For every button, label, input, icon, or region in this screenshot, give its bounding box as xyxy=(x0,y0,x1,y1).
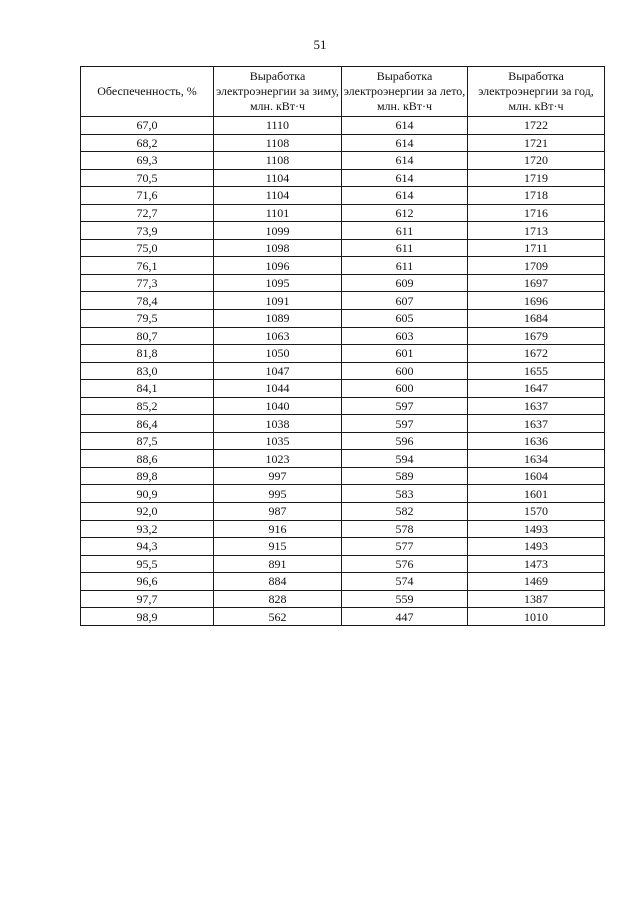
cell-summer-output: 600 xyxy=(342,362,468,380)
cell-probability: 90,9 xyxy=(81,485,214,503)
cell-winter-output: 1108 xyxy=(214,134,342,152)
cell-summer-output: 578 xyxy=(342,520,468,538)
cell-probability: 94,3 xyxy=(81,538,214,556)
cell-summer-output: 611 xyxy=(342,222,468,240)
cell-winter-output: 1047 xyxy=(214,362,342,380)
cell-winter-output: 1063 xyxy=(214,327,342,345)
cell-summer-output: 582 xyxy=(342,503,468,521)
cell-winter-output: 997 xyxy=(214,467,342,485)
cell-annual-output: 1493 xyxy=(468,520,605,538)
cell-summer-output: 614 xyxy=(342,134,468,152)
cell-annual-output: 1637 xyxy=(468,415,605,433)
cell-probability: 98,9 xyxy=(81,608,214,626)
cell-annual-output: 1570 xyxy=(468,503,605,521)
cell-annual-output: 1720 xyxy=(468,152,605,170)
table-row xyxy=(81,292,605,310)
cell-annual-output: 1696 xyxy=(468,292,605,310)
cell-summer-output: 612 xyxy=(342,204,468,222)
cell-annual-output: 1709 xyxy=(468,257,605,275)
cell-summer-output: 605 xyxy=(342,310,468,328)
table-row xyxy=(81,134,605,152)
header-probability: Обеспеченность, % xyxy=(81,67,214,117)
cell-summer-output: 576 xyxy=(342,555,468,573)
cell-probability: 79,5 xyxy=(81,310,214,328)
cell-winter-output: 1096 xyxy=(214,257,342,275)
cell-winter-output: 1104 xyxy=(214,169,342,187)
cell-probability: 81,8 xyxy=(81,345,214,363)
cell-winter-output: 1095 xyxy=(214,274,342,292)
table-row xyxy=(81,274,605,292)
cell-summer-output: 609 xyxy=(342,274,468,292)
table-row xyxy=(81,538,605,556)
cell-annual-output: 1473 xyxy=(468,555,605,573)
cell-probability: 76,1 xyxy=(81,257,214,275)
cell-annual-output: 1647 xyxy=(468,380,605,398)
cell-annual-output: 1713 xyxy=(468,222,605,240)
cell-winter-output: 1038 xyxy=(214,415,342,433)
cell-summer-output: 596 xyxy=(342,432,468,450)
cell-annual-output: 1604 xyxy=(468,467,605,485)
cell-winter-output: 562 xyxy=(214,608,342,626)
cell-annual-output: 1711 xyxy=(468,239,605,257)
cell-summer-output: 611 xyxy=(342,239,468,257)
table-row xyxy=(81,169,605,187)
cell-probability: 68,2 xyxy=(81,134,214,152)
cell-probability: 86,4 xyxy=(81,415,214,433)
cell-summer-output: 447 xyxy=(342,608,468,626)
cell-probability: 87,5 xyxy=(81,432,214,450)
cell-summer-output: 614 xyxy=(342,152,468,170)
cell-annual-output: 1637 xyxy=(468,397,605,415)
table-header-row xyxy=(81,67,605,117)
cell-probability: 75,0 xyxy=(81,239,214,257)
cell-summer-output: 574 xyxy=(342,573,468,591)
cell-probability: 92,0 xyxy=(81,503,214,521)
table-row xyxy=(81,450,605,468)
cell-winter-output: 915 xyxy=(214,538,342,556)
cell-winter-output: 916 xyxy=(214,520,342,538)
table-row xyxy=(81,432,605,450)
table-body xyxy=(81,117,605,626)
table-row xyxy=(81,397,605,415)
energy-output-table xyxy=(80,66,605,626)
cell-annual-output: 1010 xyxy=(468,608,605,626)
cell-annual-output: 1721 xyxy=(468,134,605,152)
table-row xyxy=(81,503,605,521)
cell-winter-output: 1098 xyxy=(214,239,342,257)
table-row xyxy=(81,608,605,626)
cell-summer-output: 559 xyxy=(342,590,468,608)
cell-probability: 67,0 xyxy=(81,117,214,135)
table-row xyxy=(81,380,605,398)
cell-winter-output: 1035 xyxy=(214,432,342,450)
table-row xyxy=(81,520,605,538)
table-row xyxy=(81,257,605,275)
cell-summer-output: 614 xyxy=(342,117,468,135)
cell-annual-output: 1387 xyxy=(468,590,605,608)
cell-annual-output: 1716 xyxy=(468,204,605,222)
cell-annual-output: 1636 xyxy=(468,432,605,450)
cell-winter-output: 1091 xyxy=(214,292,342,310)
cell-winter-output: 1108 xyxy=(214,152,342,170)
cell-summer-output: 603 xyxy=(342,327,468,345)
cell-annual-output: 1469 xyxy=(468,573,605,591)
header-summer-output: Выработка электроэнергии за лето, млн. кВт·ч xyxy=(342,67,468,117)
cell-summer-output: 577 xyxy=(342,538,468,556)
cell-summer-output: 583 xyxy=(342,485,468,503)
cell-winter-output: 995 xyxy=(214,485,342,503)
cell-probability: 69,3 xyxy=(81,152,214,170)
table-row xyxy=(81,327,605,345)
cell-winter-output: 891 xyxy=(214,555,342,573)
cell-annual-output: 1655 xyxy=(468,362,605,380)
cell-winter-output: 1040 xyxy=(214,397,342,415)
cell-winter-output: 1099 xyxy=(214,222,342,240)
table-row xyxy=(81,362,605,380)
cell-summer-output: 589 xyxy=(342,467,468,485)
cell-probability: 78,4 xyxy=(81,292,214,310)
table-row xyxy=(81,222,605,240)
cell-probability: 72,7 xyxy=(81,204,214,222)
cell-probability: 70,5 xyxy=(81,169,214,187)
cell-probability: 80,7 xyxy=(81,327,214,345)
cell-winter-output: 828 xyxy=(214,590,342,608)
cell-annual-output: 1684 xyxy=(468,310,605,328)
cell-probability: 97,7 xyxy=(81,590,214,608)
page-number: 51 xyxy=(313,37,327,52)
cell-summer-output: 611 xyxy=(342,257,468,275)
cell-probability: 89,8 xyxy=(81,467,214,485)
cell-winter-output: 1044 xyxy=(214,380,342,398)
cell-winter-output: 1104 xyxy=(214,187,342,205)
cell-summer-output: 614 xyxy=(342,169,468,187)
cell-winter-output: 1110 xyxy=(214,117,342,135)
header-winter-output: Выработка электроэнергии за зиму, млн. кВт·ч xyxy=(214,67,342,117)
cell-annual-output: 1679 xyxy=(468,327,605,345)
cell-winter-output: 1050 xyxy=(214,345,342,363)
cell-annual-output: 1634 xyxy=(468,450,605,468)
cell-winter-output: 987 xyxy=(214,503,342,521)
table-row xyxy=(81,310,605,328)
cell-summer-output: 601 xyxy=(342,345,468,363)
cell-probability: 83,0 xyxy=(81,362,214,380)
table-row xyxy=(81,415,605,433)
cell-annual-output: 1718 xyxy=(468,187,605,205)
cell-probability: 93,2 xyxy=(81,520,214,538)
cell-probability: 84,1 xyxy=(81,380,214,398)
cell-summer-output: 597 xyxy=(342,415,468,433)
table-row xyxy=(81,239,605,257)
table-row xyxy=(81,345,605,363)
table-row xyxy=(81,117,605,135)
table-row xyxy=(81,187,605,205)
cell-probability: 85,2 xyxy=(81,397,214,415)
cell-probability: 77,3 xyxy=(81,274,214,292)
cell-annual-output: 1493 xyxy=(468,538,605,556)
cell-summer-output: 614 xyxy=(342,187,468,205)
table-row xyxy=(81,152,605,170)
cell-summer-output: 600 xyxy=(342,380,468,398)
table-row xyxy=(81,485,605,503)
cell-probability: 73,9 xyxy=(81,222,214,240)
cell-annual-output: 1722 xyxy=(468,117,605,135)
cell-annual-output: 1672 xyxy=(468,345,605,363)
table-row xyxy=(81,573,605,591)
cell-winter-output: 1023 xyxy=(214,450,342,468)
table-row xyxy=(81,467,605,485)
cell-annual-output: 1697 xyxy=(468,274,605,292)
cell-probability: 88,6 xyxy=(81,450,214,468)
table-row xyxy=(81,555,605,573)
cell-winter-output: 1101 xyxy=(214,204,342,222)
cell-summer-output: 594 xyxy=(342,450,468,468)
cell-probability: 96,6 xyxy=(81,573,214,591)
cell-annual-output: 1601 xyxy=(468,485,605,503)
cell-probability: 95,5 xyxy=(81,555,214,573)
table-row xyxy=(81,590,605,608)
cell-annual-output: 1719 xyxy=(468,169,605,187)
header-annual-output: Выработка электроэнергии за год, млн. кВт·ч xyxy=(468,67,605,117)
table-row xyxy=(81,204,605,222)
cell-winter-output: 1089 xyxy=(214,310,342,328)
cell-probability: 71,6 xyxy=(81,187,214,205)
cell-winter-output: 884 xyxy=(214,573,342,591)
cell-summer-output: 607 xyxy=(342,292,468,310)
cell-summer-output: 597 xyxy=(342,397,468,415)
